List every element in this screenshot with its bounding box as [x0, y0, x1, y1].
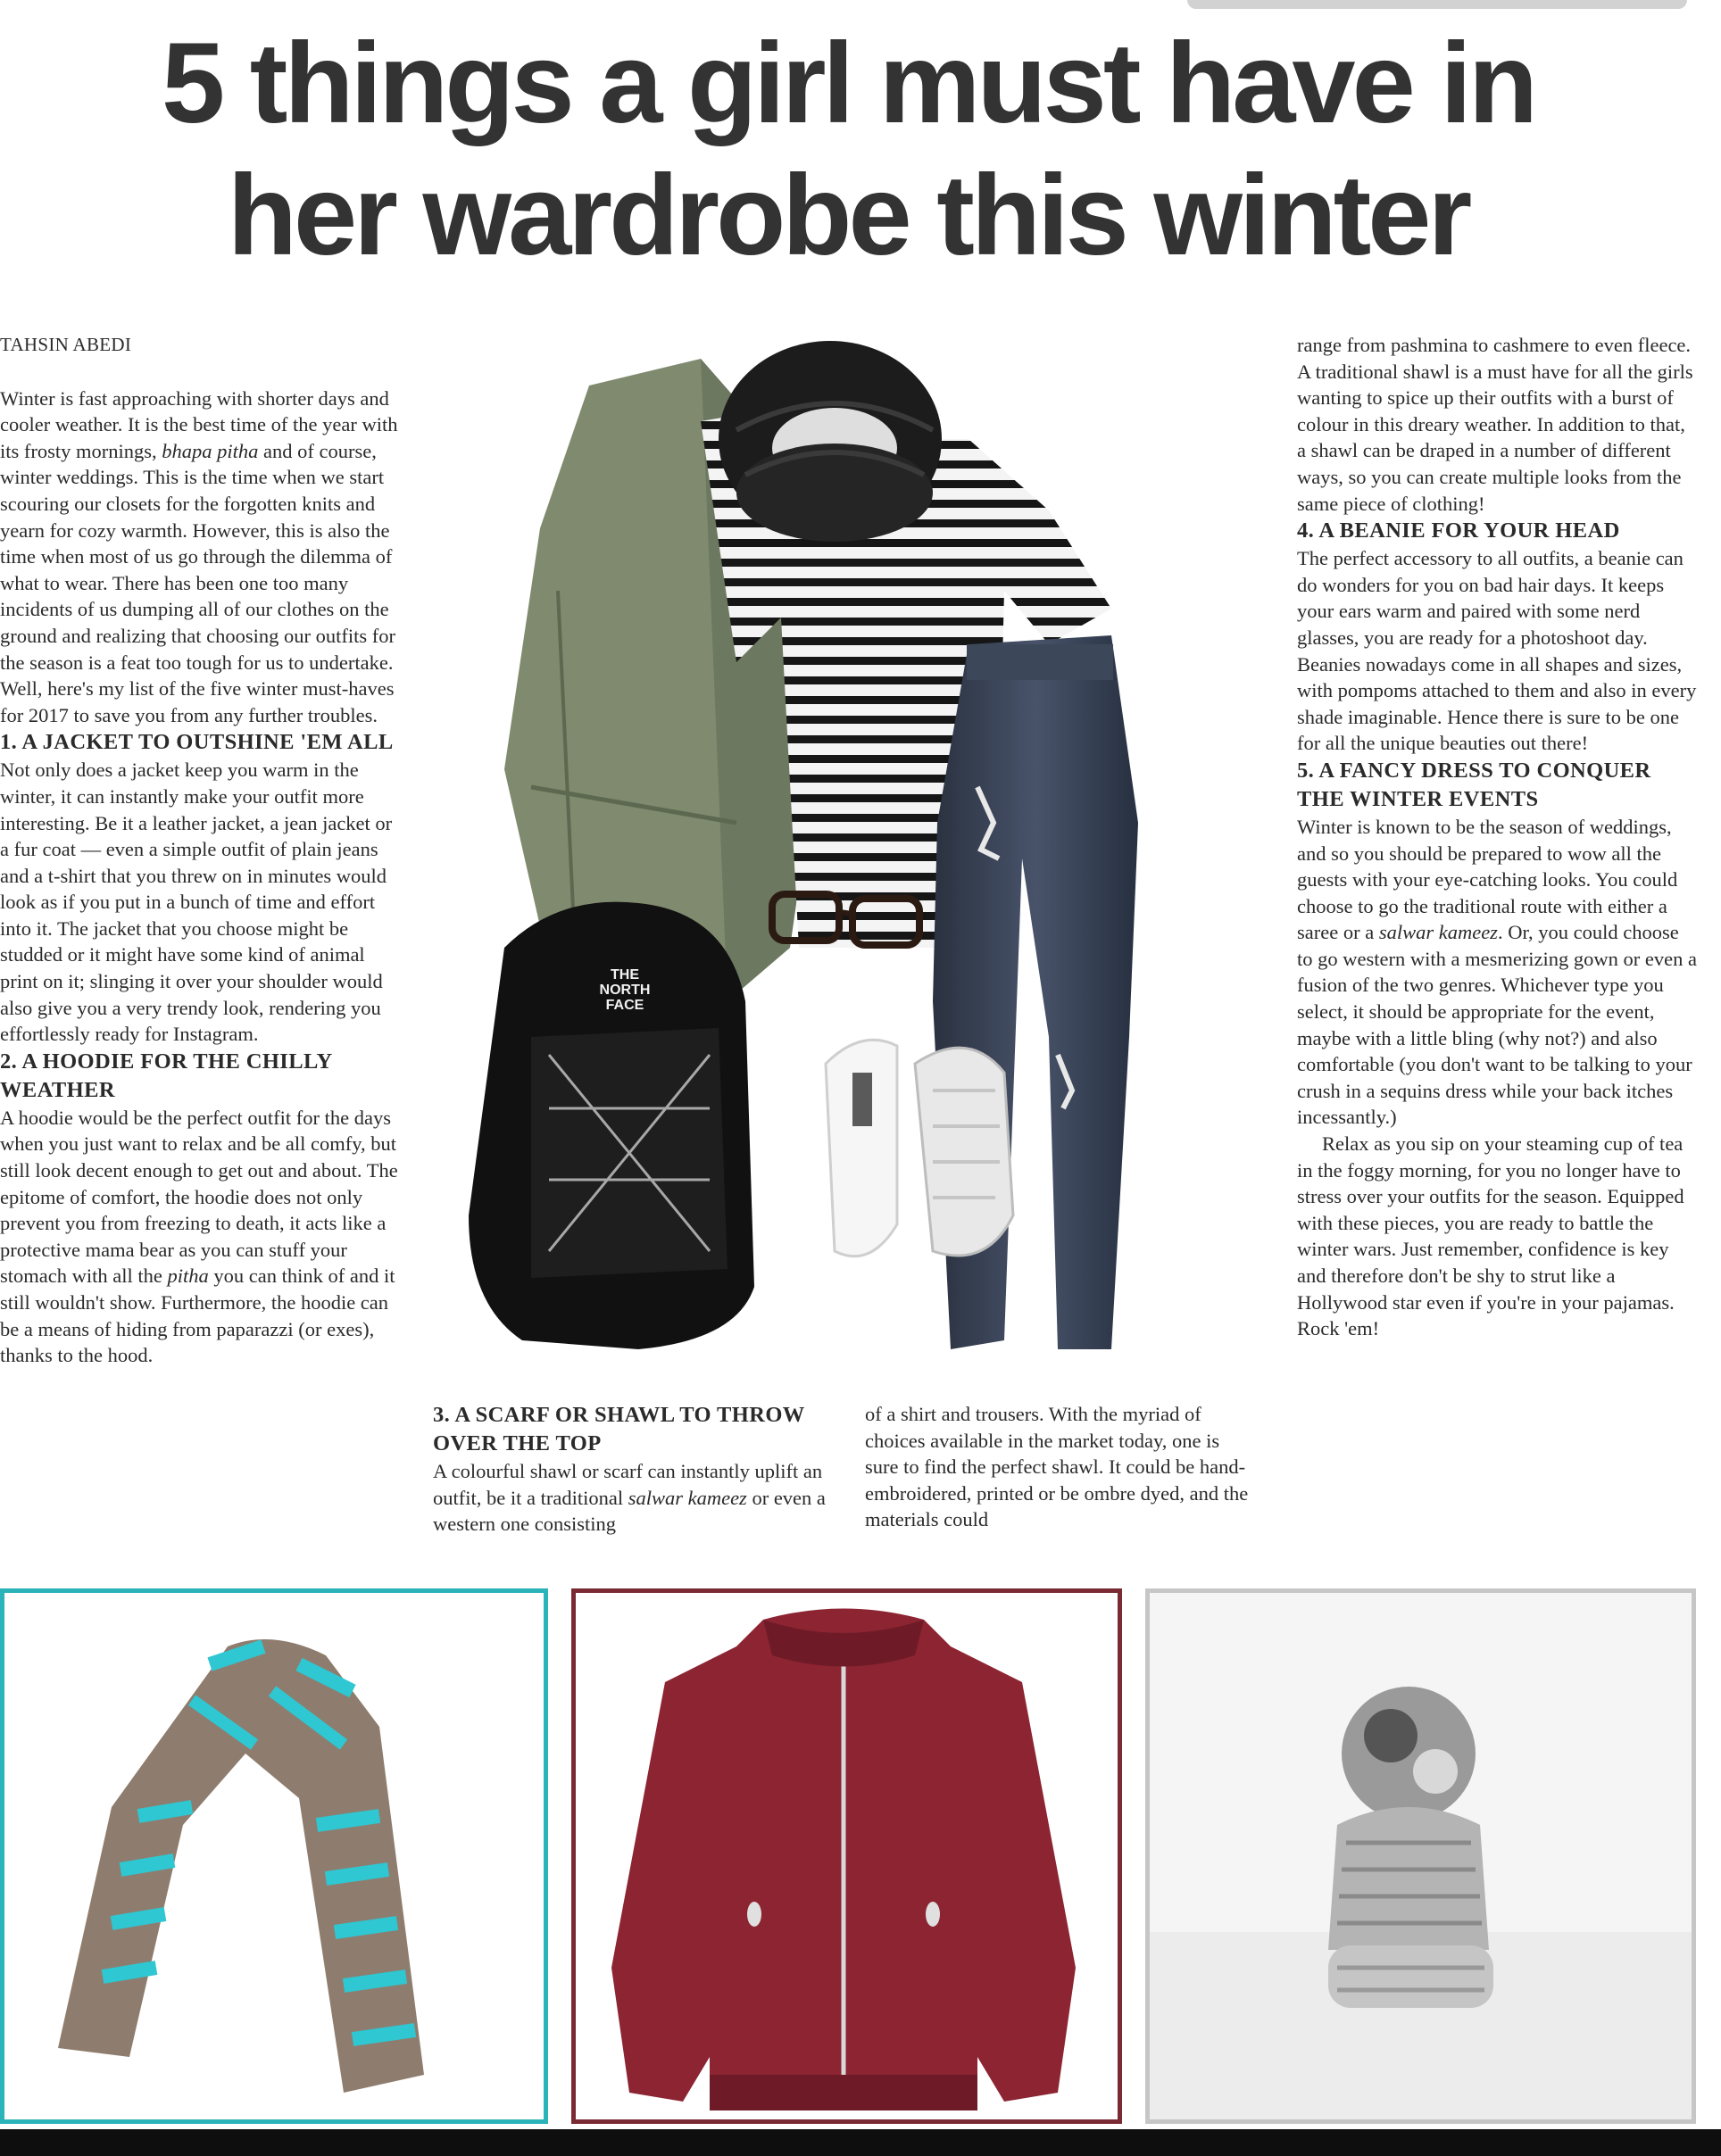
dress-paragraph	[1297, 814, 1699, 1131]
headline-line-1: 5 things a girl must have in	[161, 20, 1535, 147]
dress-text-a: Winter is known to be the season of weddings, and so you should be prepared to wow all the guests with your eye-catching looks. You could choose to go the traditional route with either a saree or a	[1297, 815, 1678, 944]
intro-text-b: and of course, winter weddings. This is the time when we start scouring our closets for the forgotten knits and yearn for cozy warmth. However, this is also the time when most of us go through the dilemma of what to wear. There has been one too many incidents of us dumping all of our clothes on the ground and realizing that choosing our outfits for the season is a feat too tough for us to undertake. Well, here's my list of the five winter must-haves for 2017 to save you from any further troubles.	[0, 439, 396, 726]
scarf-italic: salwar kameez	[628, 1486, 747, 1509]
backpack-logo-line-1: THE	[611, 967, 639, 983]
bomber-jacket-photo-frame	[571, 1588, 1122, 2124]
backpack-logo-line-3: FACE	[605, 998, 644, 1013]
maroon-bomber-jacket-image	[576, 1593, 1118, 2119]
intro-text-a: Winter is fast approaching with shorter days and cooler weather. It is the best time of the year with its frosty mornings,	[0, 386, 398, 462]
backpack-logo-line-2: NORTH	[599, 983, 651, 998]
grey-pompom-beanie-image	[1150, 1593, 1692, 2119]
section-heading-beanie: 4. A BEANIE FOR YOUR HEAD	[1297, 518, 1620, 543]
dress-text-b: . Or, you could choose to go western with a mesmerizing gown or even a fusion of the two genres. Whichever type you select, it should be appropriate for the event, maybe with a little bling (why not?) and also comfortable (you don't want to be talking to your crush in a sequins dress while your back itches incessantly.)	[1297, 921, 1698, 1129]
section-heading-jacket: 1. A JACKET TO OUTSHINE 'EM ALL	[0, 730, 394, 755]
masthead-fragment	[1187, 0, 1687, 9]
scarf-paragraph-start	[433, 1458, 835, 1538]
article-column-1	[0, 332, 402, 1369]
scarf-photo-frame	[0, 1588, 548, 2124]
black-backpack	[469, 902, 754, 1349]
shawl-paragraph-end: range from pashmina to cashmere to even fleece. A traditional shawl is a must have for all the girls wanting to spice up their outfits with a burst of colour in this dreary weather. In addition to that, a shawl can be draped in a number of different ways, so you can create multiple looks from the same piece of clothing!	[1297, 334, 1693, 515]
article-column-4	[1297, 332, 1699, 1342]
intro-italic: bhapa pitha	[162, 439, 259, 462]
white-slip-on-shoes	[826, 1040, 1013, 1256]
article-column-2	[433, 1401, 835, 1538]
teal-striped-scarf-image	[4, 1593, 544, 2119]
outfit-collage-image	[433, 323, 1272, 1389]
hoodie-italic: pitha	[167, 1265, 209, 1288]
byline: TAHSIN ABEDI	[0, 334, 132, 355]
footer-bar	[0, 2129, 1721, 2156]
headline	[0, 18, 1696, 282]
headline-line-2: her wardrobe this winter	[227, 152, 1469, 279]
scarf-paragraph-continued: of a shirt and trousers. With the myriad of choices available in the market today, one is sure to find the perfect shawl. It could be hand-embroidered, printed or be ombre dyed, and the materials could	[865, 1403, 1249, 1531]
beanie-paragraph: The perfect accessory to all outfits, a beanie can do wonders for you on bad hair days. It keeps your ears warm and paired with some nerd glasses, you are ready for a photoshoot day. Beanies nowadays come in all shapes and sizes, with pompoms attached to them and also in every shade imaginable. Hence there is sure to be one for all the unique beauties out there!	[1297, 547, 1697, 755]
hoodie-text-a: A hoodie would be the perfect outfit for the days when you just want to relax and be all comfy, but still look decent enough to get out and about. The epitome of comfort, the hoodie does not only prevent you from freezing to death, it acts like a protective mama bear as you can stuff your stomach with all the	[0, 1106, 398, 1288]
section-heading-hoodie: 2. A HOODIE FOR THE CHILLY WEATHER	[0, 1049, 332, 1102]
jacket-paragraph: Not only does a jacket keep you warm in the winter, it can instantly make your outfit more interesting. Be it a leather jacket, a jean jacket or a fur coat — even a simple outfit of plain jeans and a t-shirt that you threw on in minutes would look as if you put in a bunch of time and effort into it. The jacket that you choose might be studded or it might have some kind of animal print on it; slinging it over your shoulder would also give you a very trendy look, rendering you effortlessly ready for Instagram.	[0, 759, 393, 1046]
scarf-text-a: A colourful shawl or scarf can instantly uplift an outfit, be it a traditional	[433, 1460, 823, 1509]
scarf-text-b: or even a western one consisting	[433, 1486, 826, 1536]
dress-italic: salwar kameez	[1378, 921, 1498, 944]
beanie-photo-frame	[1145, 1588, 1696, 2124]
article-column-3	[865, 1401, 1258, 1533]
intro-paragraph	[0, 386, 402, 729]
hoodie-text-b: you can think of and it still wouldn't show. Furthermore, the hoodie can be a means of hiding from paparazzi (or exes), thanks to the hood.	[0, 1265, 395, 1367]
black-infinity-scarf	[719, 341, 942, 542]
section-heading-dress: 5. A FANCY DRESS TO CONQUER THE WINTER EVENTS	[1297, 758, 1651, 811]
section-heading-scarf: 3. A SCARF OR SHAWL TO THROW OVER THE TOP	[433, 1403, 805, 1455]
closing-paragraph: Relax as you sip on your steaming cup of tea in the foggy morning, for you no longer have to stress over your outfits for the season. Equipped with these pieces, you are ready to battle the winter wars. Just remember, confidence is key and therefore don't be shy to strut like a Hollywood star even if you're in your pajamas. Rock 'em!	[1297, 1132, 1684, 1340]
hoodie-paragraph	[0, 1105, 402, 1369]
